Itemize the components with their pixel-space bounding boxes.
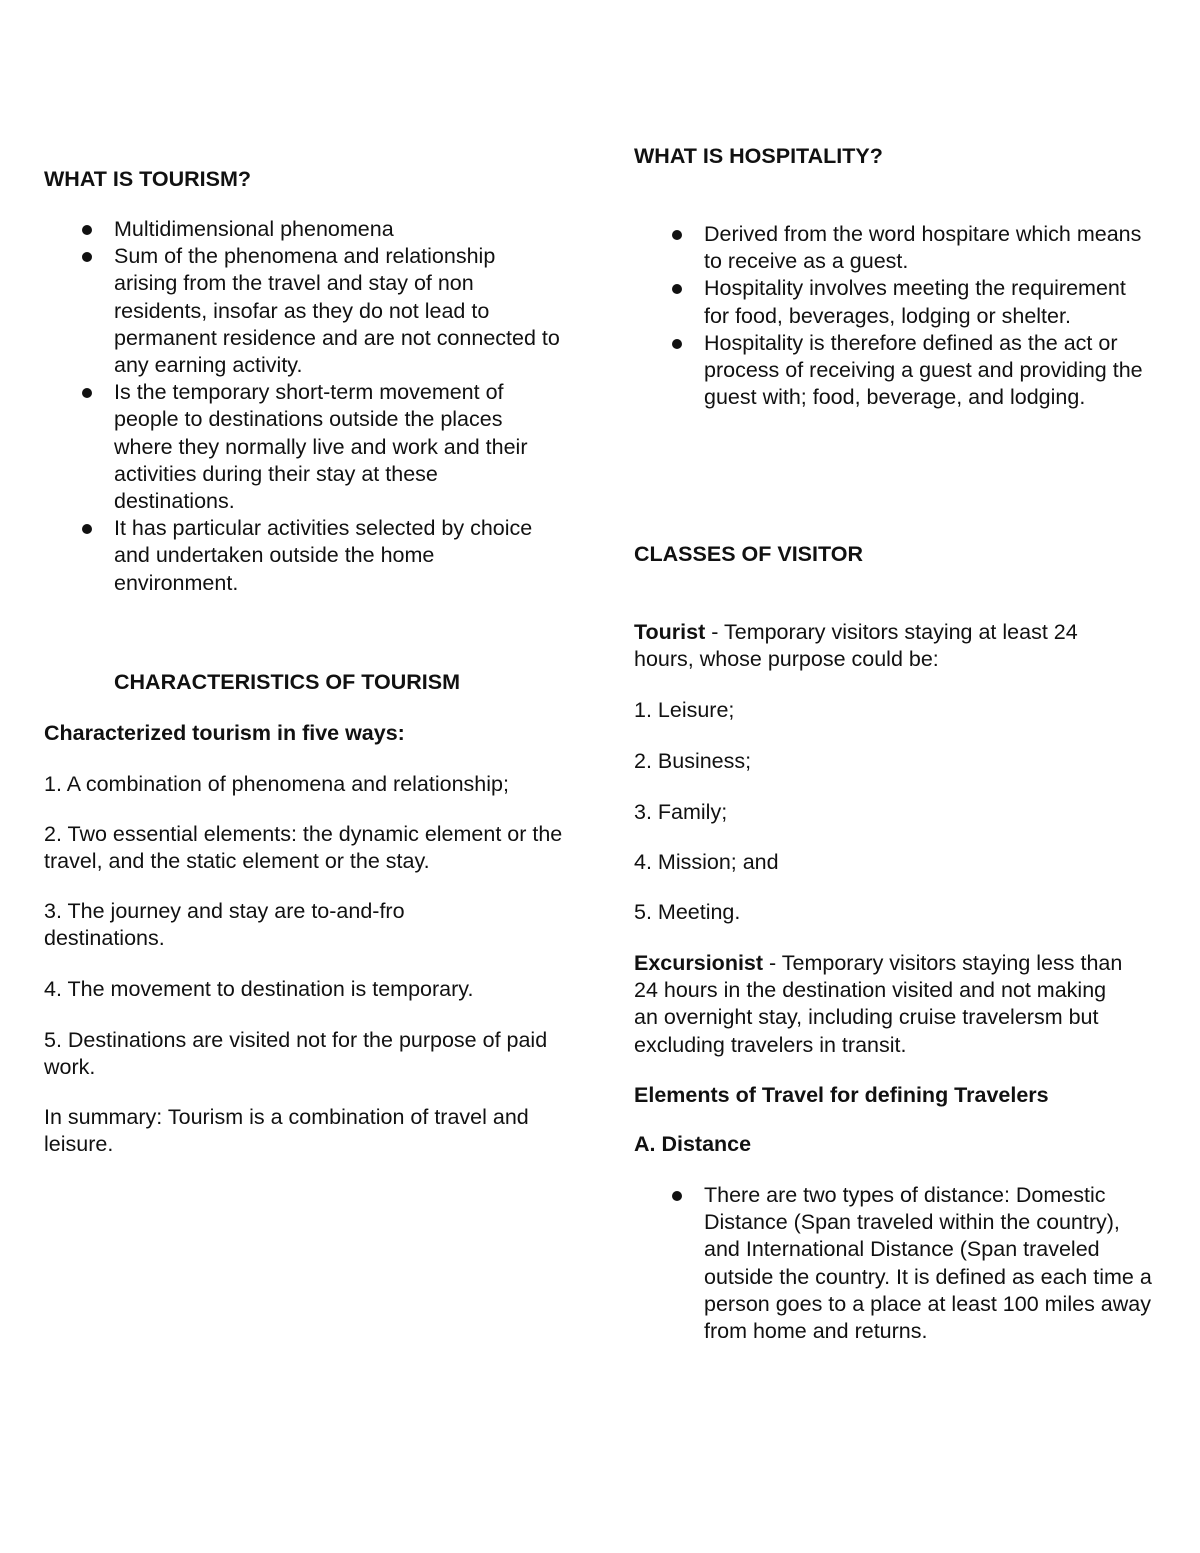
tourism-heading: WHAT IS TOURISM? [44, 167, 252, 191]
characteristic-item-3: 3. The journey and stay are to-and-fro destinations. [44, 899, 405, 951]
tourist-description: - Temporary visitors staying at least 24 hours, whose purpose could be: [634, 620, 1078, 672]
characteristic-item-5: 5. Destinations are visited not for the purpose of paid work. [44, 1028, 548, 1080]
characteristics-heading: CHARACTERISTICS OF TOURISM [114, 670, 460, 694]
characteristic-item-2: 2. Two essential elements: the dynamic element or the travel, and the static element or the stay. [44, 822, 563, 874]
list-item: Derived from the word hospitare which means to receive as a guest. [634, 221, 1156, 275]
elements-of-travel-heading: Elements of Travel for defining Travelers [634, 1083, 1049, 1107]
list-item: Sum of the phenomena and relationship arising from the travel and stay of non residents, insofar as they do not lead to permanent residence and are not connected to any earning activity. [44, 243, 564, 379]
tourist-term: Tourist [634, 620, 706, 644]
list-item: It has particular activities selected by choice and undertaken outside the home environment. [44, 515, 564, 597]
purpose-item-5: 5. Meeting. [634, 900, 741, 924]
purpose-item-4: 4. Mission; and [634, 850, 779, 874]
purpose-item-2: 2. Business; [634, 749, 752, 773]
list-item: Is the temporary short-term movement of people to destinations outside the places where they normally live and work and their activities during their stay at these destinations. [44, 379, 564, 515]
list-item: Hospitality involves meeting the requirement for food, beverages, lodging or shelter. [634, 275, 1156, 329]
list-item: Multidimensional phenomena [44, 216, 564, 243]
excursionist-description: - Temporary visitors staying less than 24 hours in the destination visited and not making an overnight stay, including cruise travelersm but excluding travelers in transit. [634, 951, 1123, 1057]
excursionist-definition [634, 950, 1134, 1059]
distance-heading: A. Distance [634, 1132, 752, 1156]
tourism-bullet-list [44, 216, 564, 597]
purpose-item-1: 1. Leisure; [634, 698, 735, 722]
characteristic-item-4: 4. The movement to destination is temporary. [44, 977, 474, 1001]
excursionist-term: Excursionist [634, 951, 764, 975]
list-item: There are two types of distance: Domestic Distance (Span traveled within the country), and International Distance (Span traveled outside the country. It is defined as each time a person goes to a place at least 100 miles away from home and returns. [634, 1182, 1156, 1345]
characteristic-item-1: 1. A combination of phenomena and relationship; [44, 772, 509, 796]
hospitality-bullet-list [634, 221, 1156, 411]
characteristics-subheading: Characterized tourism in five ways: [44, 721, 405, 745]
classes-of-visitor-heading: CLASSES OF VISITOR [634, 542, 863, 566]
purpose-item-3: 3. Family; [634, 800, 728, 824]
tourist-definition [634, 619, 1134, 673]
tourism-summary: In summary: Tourism is a combination of travel and leisure. [44, 1105, 529, 1157]
hospitality-heading: WHAT IS HOSPITALITY? [634, 144, 883, 168]
list-item: Hospitality is therefore defined as the act or process of receiving a guest and providing the guest with; food, beverage, and lodging. [634, 330, 1156, 412]
distance-bullet-list [634, 1182, 1156, 1345]
